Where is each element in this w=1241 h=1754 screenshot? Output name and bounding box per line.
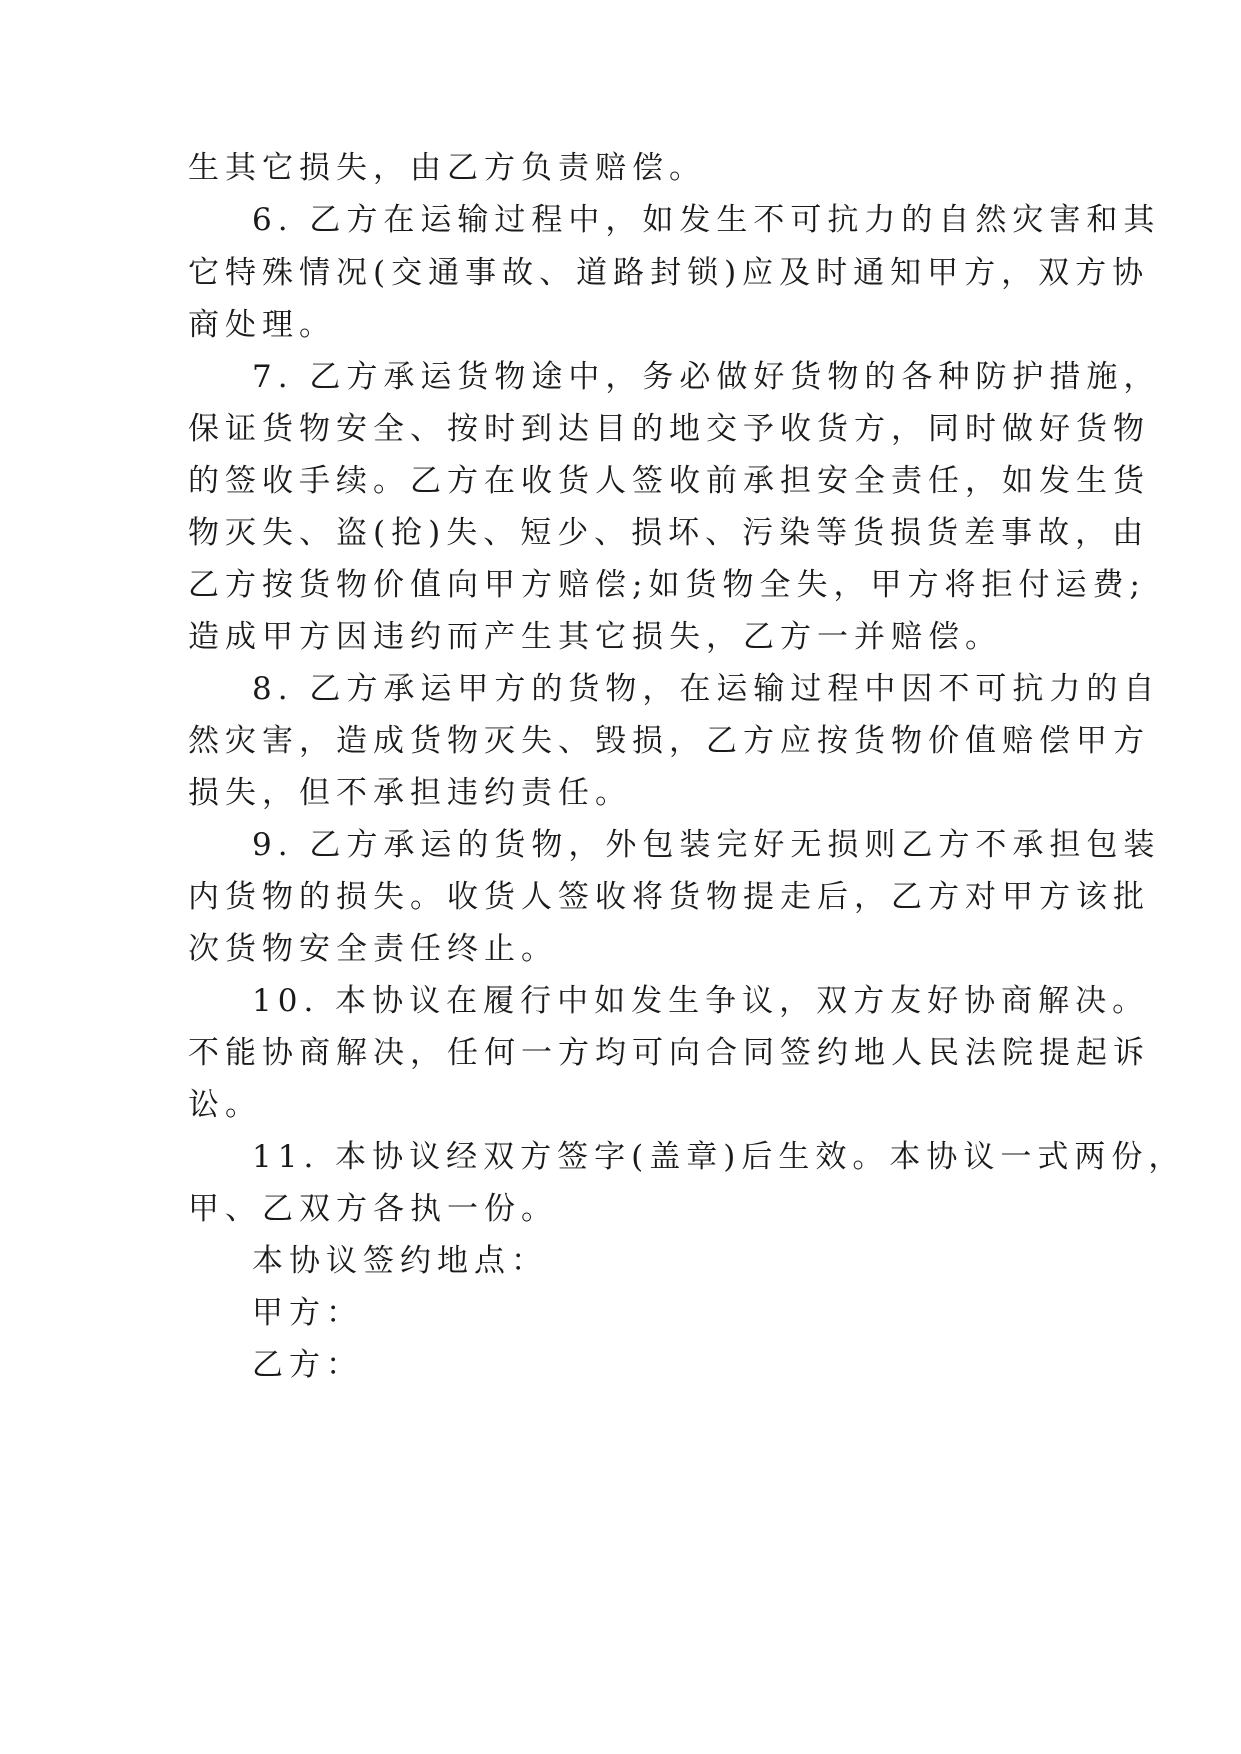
clause-6-line-2: 它特殊情况(交通事故、道路封锁)应及时通知甲方，双方协 [188,255,1150,291]
clause-10-line-2: 不能协商解决，任何一方均可向合同签约地人民法院提起诉 [188,1035,1150,1071]
clause-7-line-2: 保证货物安全、按时到达目的地交予收货方，同时做好货物 [188,411,1150,447]
clause-8-line-2: 然灾害，造成货物灭失、毁损，乙方应按货物价值赔偿甲方 [188,723,1150,759]
clause-6-line-3: 商处理。 [188,307,336,343]
clause-7-line-3: 的签收手续。乙方在收货人签收前承担安全责任，如发生货 [188,463,1150,499]
clause-7-line-5: 乙方按货物价值向甲方赔偿;如货物全失，甲方将拒付运费; [188,567,1146,603]
party-a-label: 甲方： [252,1295,363,1331]
clause-9-line-3: 次货物安全责任终止。 [188,931,558,967]
clause-7-line-6: 造成甲方因违约而产生其它损失，乙方一并赔偿。 [188,619,1002,655]
clause-10-line-1: 10. 本协议在履行中如发生争议，双方友好协商解决。 [252,983,1150,1019]
clause-8-line-1: 8. 乙方承运甲方的货物，在运输过程中因不可抗力的自 [252,671,1161,707]
party-b-label: 乙方： [252,1347,363,1383]
signing-location-label: 本协议签约地点： [252,1243,548,1279]
clause-11-line-2: 甲、乙双方各执一份。 [188,1191,558,1227]
clause-8-line-3: 损失，但不承担违约责任。 [188,775,632,811]
clause-10-line-3: 讼。 [188,1087,262,1123]
clause-7-line-1: 7. 乙方承运货物途中，务必做好货物的各种防护措施， [252,359,1161,395]
text-line-1: 生其它损失，由乙方负责赔偿。 [188,150,706,186]
clause-7-line-4: 物灭失、盗(抢)失、短少、损坏、污染等货损货差事故，由 [188,515,1150,551]
clause-6-line-1: 6. 乙方在运输过程中，如发生不可抗力的自然灾害和其 [252,202,1161,238]
clause-9-line-2: 内货物的损失。收货人签收将货物提走后，乙方对甲方该批 [188,879,1150,915]
clause-9-line-1: 9. 乙方承运的货物，外包装完好无损则乙方不承担包装 [252,827,1161,863]
clause-11-line-1: 11. 本协议经双方签字(盖章)后生效。本协议一式两份， [252,1139,1186,1175]
